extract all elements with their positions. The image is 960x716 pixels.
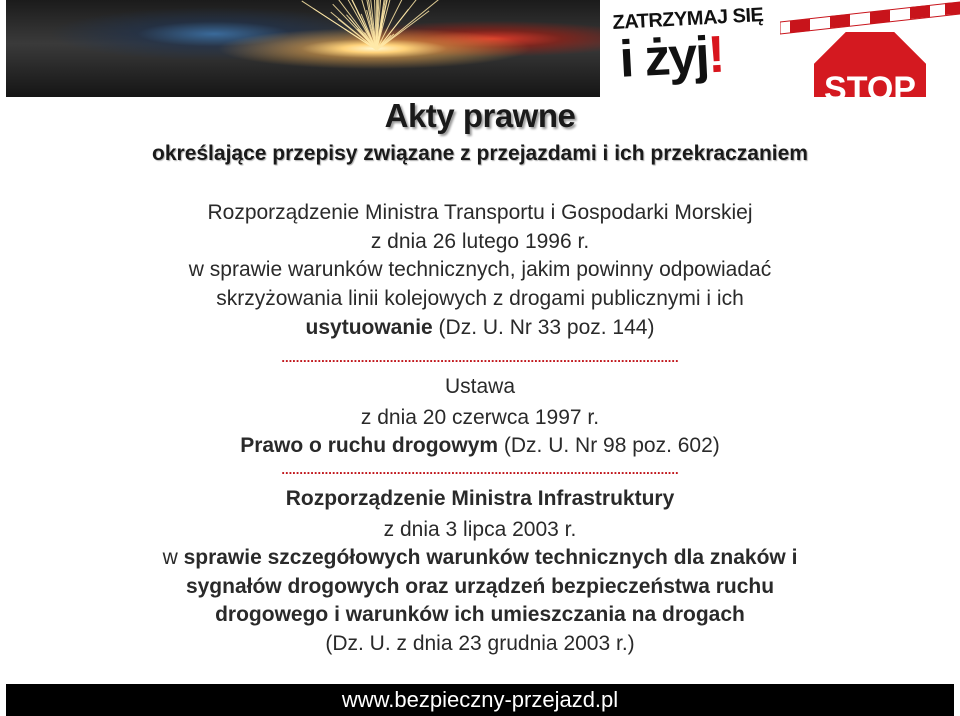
- act2-line1: Ustawa: [444, 375, 516, 398]
- separator-1: ..............................................................................................................: [281, 350, 679, 365]
- act3-line5: drogowego i warunków ich umieszczania na drogach: [215, 603, 745, 626]
- slogan-line-1: ZATRZYMAJ SIĘ: [612, 4, 764, 34]
- act2-line3-rest: (Dz. U. Nr 98 poz. 602): [498, 434, 720, 457]
- act1-line5-rest: (Dz. U. Nr 33 poz. 144): [432, 316, 655, 339]
- act3-line1: Rozporządzenie Ministra Infrastruktury: [285, 487, 675, 510]
- act2-line2: z dnia 20 czerwca 1997 r.: [360, 406, 600, 429]
- act1-line3: w sprawie warunków technicznych, jakim powinny odpowiadać: [188, 258, 772, 281]
- act1-line5: [0, 316, 960, 340]
- act1-line1: Rozporządzenie Ministra Transportu i Gospodarki Morskiej: [207, 201, 753, 224]
- act2-line3-bold: Prawo o ruchu drogowym: [240, 434, 499, 457]
- page-title: Akty prawne: [384, 97, 576, 134]
- separator-2: ..............................................................................................................: [281, 462, 679, 477]
- stop-sign-icon: [810, 28, 930, 108]
- slogan-logo: [612, 4, 792, 92]
- act1-line5-bold: usytuowanie: [305, 316, 433, 339]
- stop-sign-text: STOP: [824, 70, 916, 108]
- act3-line4: sygnałów drogowych oraz urządzeń bezpieczeństwa ruchu: [185, 575, 775, 598]
- act2-line3: [0, 434, 960, 458]
- header-banner: [0, 0, 960, 108]
- act1-line4: skrzyżowania linii kolejowych z drogami publicznymi i ich: [216, 287, 744, 310]
- main-content: [0, 97, 960, 682]
- page-subtitle: określające przepisy związane z przejazdami i ich przekraczaniem: [152, 142, 808, 165]
- act1-line2: z dnia 26 lutego 1996 r.: [370, 230, 590, 253]
- act3-line3-bold: sprawie szczegółowych warunków technicznych dla znaków i: [183, 546, 798, 569]
- footer-bar: [6, 684, 954, 716]
- act3-line3-prefix: w: [162, 546, 184, 569]
- act3-line3: [0, 546, 960, 570]
- act3-line2: z dnia 3 lipca 2003 r.: [383, 518, 577, 541]
- act3-line6: (Dz. U. z dnia 23 grudnia 2003 r.): [325, 632, 635, 655]
- rescue-photo: [6, 0, 600, 97]
- slogan-line-2-text: i żyj: [618, 26, 710, 89]
- slogan-line-2: [618, 25, 725, 90]
- footer-url[interactable]: www.bezpieczny-przejazd.pl: [341, 687, 619, 712]
- stop-sign-area: [780, 0, 960, 108]
- slogan-exclamation: !: [706, 25, 725, 85]
